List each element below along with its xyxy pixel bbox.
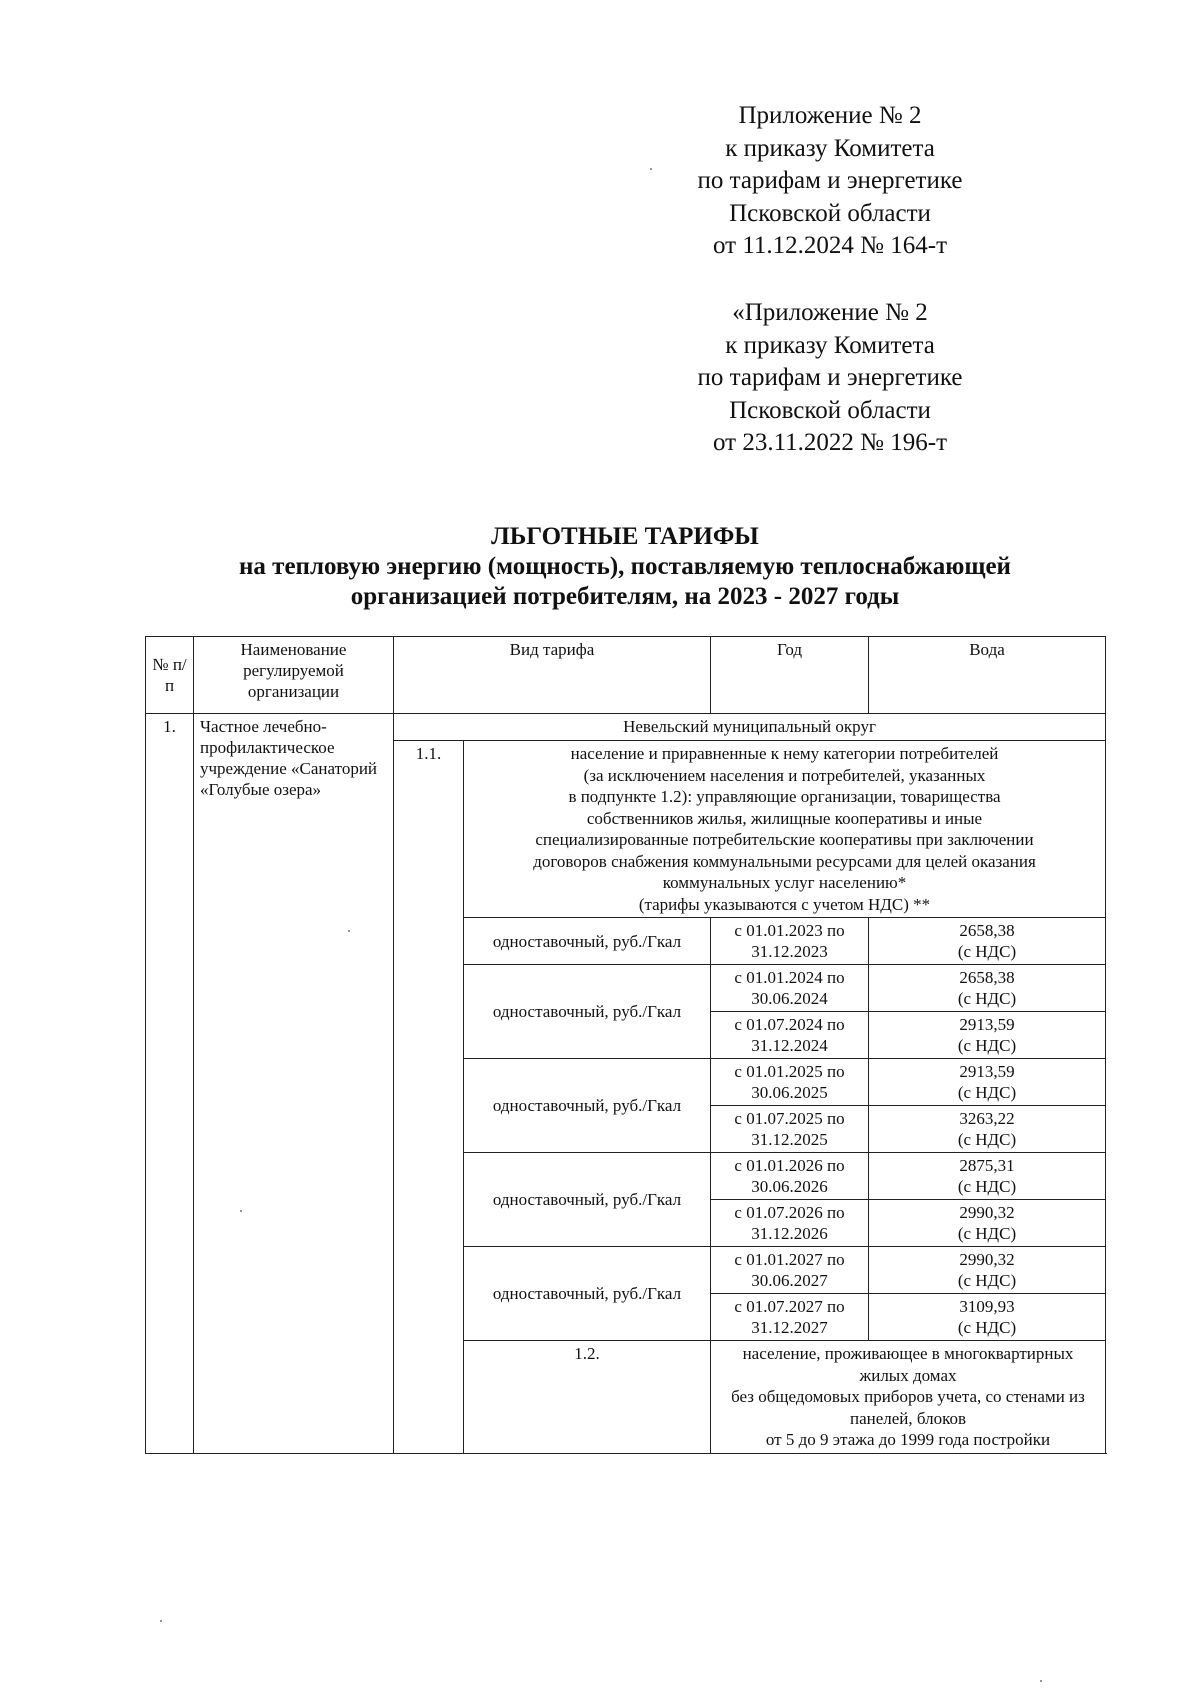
category-line: специализированные потребительские кооперативы при заключении [535,830,1034,849]
period-cell: с 01.01.2024 по 30.06.2024 [711,965,869,1012]
appendix-line: от 23.11.2022 № 196-т [712,429,948,456]
rate-vat-note: (с НДС) [957,1130,1017,1149]
water-rate-cell [869,1153,1106,1200]
category-line: (тарифы указываются с учетом НДС) ** [638,894,931,914]
tariff-type-cell: одноставочный, руб./Гкал [464,1153,711,1247]
appendix-line: Псковской области [729,396,931,424]
tariff-type-cell: одноставочный, руб./Гкал [464,965,711,1059]
rate-value: 2990,32 [959,1203,1015,1222]
rate-vat-note: (с НДС) [957,1224,1017,1243]
subitem-number: 1.2. [464,1341,711,1454]
consumer-category [464,741,1106,918]
rate-value: 2913,59 [959,1062,1015,1081]
rate-vat-note: (с НДС) [957,942,1017,961]
period-cell: с 01.01.2023 по 31.12.2023 [711,918,869,965]
category-line: население и приравненные к нему категории потребителей [570,744,999,763]
period-cell: с 01.01.2025 по 30.06.2025 [711,1059,869,1106]
document-title [120,522,1130,612]
tariff-type-cell: одноставочный, руб./Гкал [464,1059,711,1153]
rate-value: 2913,59 [959,1015,1015,1034]
scan-speck [650,168,652,170]
tariff-table [145,636,1106,1454]
scan-speck [160,1620,162,1622]
appendix-line: по тарифам и энергетике [697,167,963,194]
appendix-line: «Приложение № 2 [732,299,928,326]
rate-vat-note: (с НДС) [957,1271,1017,1290]
period-cell: с 01.07.2026 по 31.12.2026 [711,1200,869,1247]
header-num: № п/п [146,637,194,714]
header-year: Год [711,637,869,714]
appendix-current-header [640,100,1020,263]
water-rate-cell [869,965,1106,1012]
table-header-row [146,637,1106,714]
period-cell: с 01.07.2024 по 31.12.2024 [711,1012,869,1059]
rate-vat-note: (с НДС) [957,1177,1017,1196]
rate-value: 2990,32 [959,1250,1015,1269]
water-rate-cell [869,918,1106,965]
tariff-type-cell: одноставочный, руб./Гкал [464,918,711,965]
water-rate-cell [869,1200,1106,1247]
rate-value: 2875,31 [959,1156,1015,1175]
scan-speck [1040,1680,1042,1682]
category-line: договоров снабжения коммунальными ресурсами для целей оказания [533,851,1036,871]
title-line-1: ЛЬГОТНЫЕ ТАРИФЫ [491,523,759,550]
water-rate-cell [869,1012,1106,1059]
table-row [146,714,1106,741]
water-rate-cell [869,1247,1106,1294]
period-cell: с 01.07.2025 по 31.12.2025 [711,1106,869,1153]
category-line: население, проживающее в многоквартирных жилых домах [742,1344,1074,1385]
category-line: (за исключением населения и потребителей, указанных [583,765,986,785]
rate-vat-note: (с НДС) [957,989,1017,1008]
header-organization: Наименование регулируемой организации [194,637,394,714]
rate-value: 2658,38 [959,968,1015,987]
row-number: 1. [146,714,194,1454]
appendix-line: Приложение № 2 [738,102,922,129]
organization-name: Частное лечебно-профилактическое учреждение «Санаторий «Голубые озера» [194,714,394,1454]
appendix-line: от 11.12.2024 № 164-т [712,232,948,259]
appendix-line: к приказу Комитета [725,134,935,162]
title-line-2: на тепловую энергию (мощность), поставляемую теплоснабжающей [239,553,1011,580]
rate-vat-note: (с НДС) [957,1318,1017,1337]
appendix-line: по тарифам и энергетике [697,364,963,391]
appendix-line: Псковской области [729,199,931,227]
scan-speck [348,930,350,932]
water-rate-cell [869,1294,1106,1341]
category-line: без общедомовых приборов учета, со стенами из панелей, блоков [731,1387,1085,1428]
category-line: собственников жилья, жилищные кооперативы и иные [586,808,983,828]
subitem-number: 1.1. [394,741,464,1454]
water-rate-cell [869,1106,1106,1153]
rate-vat-note: (с НДС) [957,1083,1017,1102]
consumer-category [711,1341,1106,1454]
tariff-type-cell: одноставочный, руб./Гкал [464,1247,711,1341]
period-cell: с 01.07.2027 по 31.12.2027 [711,1294,869,1341]
district-name: Невельский муниципальный округ [394,714,1106,741]
rate-value: 3109,93 [959,1297,1015,1316]
scan-speck [240,1210,242,1212]
rate-value: 2658,38 [959,921,1015,940]
category-line: от 5 до 9 этажа до 1999 года постройки [765,1430,1051,1449]
header-water: Вода [869,637,1106,714]
category-line: в подпункте 1.2): управляющие организации, товарищества [568,787,1001,806]
category-line: коммунальных услуг населению* [662,873,907,892]
period-cell: с 01.01.2026 по 30.06.2026 [711,1153,869,1200]
header-tariff-type: Вид тарифа [394,637,711,714]
period-cell: с 01.01.2027 по 30.06.2027 [711,1247,869,1294]
rate-value: 3263,22 [959,1109,1015,1128]
water-rate-cell [869,1059,1106,1106]
appendix-line: к приказу Комитета [725,331,935,359]
rate-vat-note: (с НДС) [957,1036,1017,1055]
appendix-previous-header [640,297,1020,460]
title-line-3: организацией потребителям, на 2023 - 2027 годы [350,583,900,610]
